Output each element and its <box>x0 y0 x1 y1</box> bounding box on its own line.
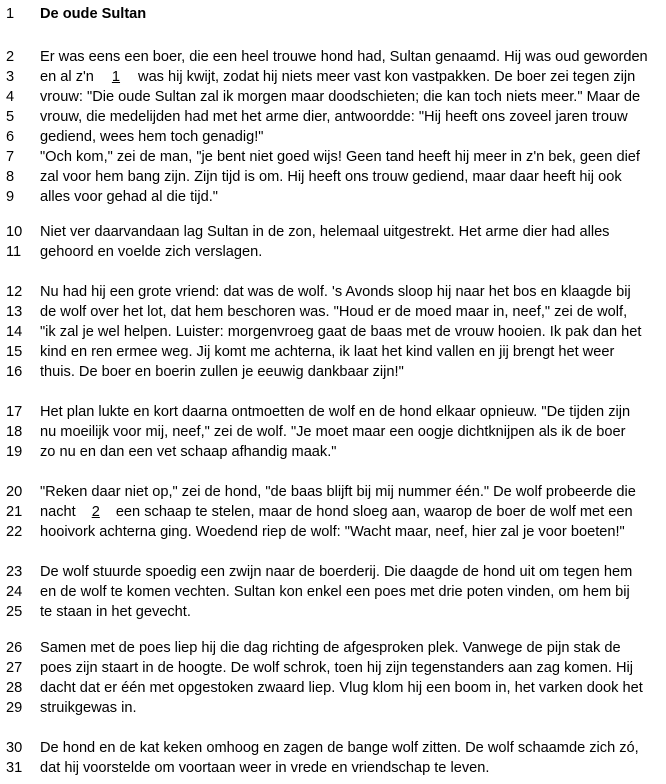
line-2 <box>0 46 666 68</box>
line-5 <box>0 106 666 128</box>
line-23 <box>0 561 666 583</box>
line-20 <box>0 481 666 503</box>
gap-blank-1: 1 <box>111 69 121 85</box>
line-13 <box>0 301 666 323</box>
line-number: 25 <box>6 604 23 620</box>
line-text <box>40 501 633 523</box>
line-1 <box>0 3 666 25</box>
line-number: 9 <box>6 189 15 205</box>
line-number: 7 <box>6 149 15 165</box>
line-text: vrouw: "Die oude Sultan zal ik morgen maar doodschieten; die kan toch niets meer." Maar de <box>40 89 641 105</box>
line-number: 28 <box>6 680 23 696</box>
line-text: dacht dat er één met opgestoken zwaard liep. Vlug klom hij een boom in, het varken dook het <box>40 680 643 696</box>
line-7 <box>0 146 666 168</box>
line-28 <box>0 677 666 699</box>
line-text-after-gap: een schaap te stelen, maar de hond sloeg aan, waarop de boer de wolf met een <box>111 504 633 520</box>
line-number: 2 <box>6 49 15 65</box>
line-number: 13 <box>6 304 23 320</box>
line-number: 30 <box>6 740 23 756</box>
line-10 <box>0 221 666 243</box>
line-text: thuis. De boer en boerin zullen je eeuwig dankbaar zijn!" <box>40 364 404 380</box>
line-text: en de wolf te komen vechten. Sultan kon enkel een poes met drie poten vinden, om hem bij <box>40 584 630 600</box>
line-text: de wolf over het lot, dat hem beschoren was. "Houd er de moed maar in, neef," zei de wolf, <box>40 304 628 320</box>
line-30 <box>0 737 666 759</box>
line-number: 29 <box>6 700 23 716</box>
line-29 <box>0 697 666 719</box>
line-text: "Reken daar niet op," zei de hond, "de baas blijft bij mij nummer één." De wolf probeerde die <box>40 484 636 500</box>
line-number: 5 <box>6 109 15 125</box>
line-18 <box>0 421 666 443</box>
line-number: 31 <box>6 760 23 776</box>
line-text: gediend, wees hem toch genadig!" <box>40 129 264 145</box>
line-number: 24 <box>6 584 23 600</box>
line-number: 10 <box>6 224 23 240</box>
line-4 <box>0 86 666 108</box>
line-text: Niet ver daarvandaan lag Sultan in de zon, helemaal uitgestrekt. Het arme dier had alles <box>40 224 610 240</box>
line-number: 8 <box>6 169 15 185</box>
line-number: 18 <box>6 424 23 440</box>
line-text: kind en ren ermee weg. Jij komt me achterna, ik laat het kind vallen en jij brengt het weer <box>40 344 615 360</box>
line-text-before-gap: en al z'n <box>40 69 98 85</box>
line-text: nu moeilijk voor mij, neef," zei de wolf. "Je moet maar een oogje dichtknijpen als ik de boer <box>40 424 626 440</box>
line-12 <box>0 281 666 303</box>
line-27 <box>0 657 666 679</box>
line-number: 19 <box>6 444 23 460</box>
line-number: 21 <box>6 504 23 520</box>
line-text: Het plan lukte en kort daarna ontmoetten de wolf en de hond elkaar opnieuw. "De tijden zijn <box>40 404 631 420</box>
line-text-after-gap: was hij kwijt, zodat hij niets meer vast kon vastpakken. De boer zei tegen zijn <box>133 69 636 85</box>
line-11 <box>0 241 666 263</box>
line-text: alles voor gehad al die tijd." <box>40 189 218 205</box>
line-number: 23 <box>6 564 23 580</box>
line-number: 17 <box>6 404 23 420</box>
line-number: 14 <box>6 324 23 340</box>
line-8 <box>0 166 666 188</box>
line-21 <box>0 501 666 523</box>
line-text: Er was eens een boer, die een heel trouwe hond had, Sultan genaamd. Hij was oud geworden <box>40 49 648 65</box>
line-text-before-gap: nacht <box>40 504 80 520</box>
line-text: De hond en de kat keken omhoog en zagen de bange wolf zitten. De wolf schaamde zich zó, <box>40 740 639 756</box>
line-text: De wolf stuurde spoedig een zwijn naar de boerderij. Die daagde de hond uit om tegen hem <box>40 564 633 580</box>
line-16 <box>0 361 666 383</box>
line-number: 27 <box>6 660 23 676</box>
line-9 <box>0 186 666 208</box>
line-number: 22 <box>6 524 23 540</box>
line-text: zal voor hem bang zijn. Zijn tijd is om. Hij heeft ons trouw gediend, maar daar heeft hij ook <box>40 169 622 185</box>
line-3 <box>0 66 666 88</box>
line-text: te staan in het gevecht. <box>40 604 191 620</box>
line-19 <box>0 441 666 463</box>
line-number: 26 <box>6 640 23 656</box>
line-number: 3 <box>6 69 15 85</box>
line-number: 12 <box>6 284 23 300</box>
line-6 <box>0 126 666 148</box>
line-24 <box>0 581 666 603</box>
line-17 <box>0 401 666 423</box>
line-text: struikgewas in. <box>40 700 137 716</box>
line-text: Nu had hij een grote vriend: dat was de wolf. 's Avonds sloop hij naar het bos en klaagde bij <box>40 284 631 300</box>
line-number: 1 <box>6 6 15 22</box>
line-15 <box>0 341 666 363</box>
line-number: 20 <box>6 484 23 500</box>
line-text <box>40 66 635 88</box>
line-text: "Och kom," zei de man, "je bent niet goed wijs! Geen tand heeft hij meer in z'n bek, geen dief <box>40 149 640 165</box>
gap-blank-2: 2 <box>91 504 100 520</box>
line-number: 4 <box>6 89 15 105</box>
line-text: hooivork achterna ging. Woedend riep de wolf: "Wacht maar, neef, hier zal je voor boeten!" <box>40 524 625 540</box>
line-text: vrouw, die medelijden had met het arme dier, antwoordde: "Hij heeft ons zoveel jaren trouw <box>40 109 628 125</box>
line-22 <box>0 521 666 543</box>
line-14 <box>0 321 666 343</box>
line-26 <box>0 637 666 659</box>
line-number: 11 <box>6 244 22 260</box>
document-title: De oude Sultan <box>40 6 147 22</box>
line-text: "ik zal je wel helpen. Luister: morgenvroeg gaat de baas met de vrouw hooien. Ik pak dan het <box>40 324 642 340</box>
line-text: dat hij voorstelde om voortaan weer in vrede en vriendschap te leven. <box>40 760 490 776</box>
line-text: poes zijn staart in de hoogte. De wolf schrok, toen hij zijn tegenstanders aan zag komen. Hij <box>40 660 633 676</box>
line-text: gehoord en voelde zich verslagen. <box>40 244 263 260</box>
line-number: 16 <box>6 364 23 380</box>
line-text: Samen met de poes liep hij die dag richting de afgesproken plek. Vanwege de pijn stak de <box>40 640 621 656</box>
line-25 <box>0 601 666 623</box>
line-number: 15 <box>6 344 23 360</box>
line-31 <box>0 757 666 779</box>
line-text: zo nu en dan een vet schaap afhandig maak." <box>40 444 337 460</box>
line-number: 6 <box>6 129 15 145</box>
